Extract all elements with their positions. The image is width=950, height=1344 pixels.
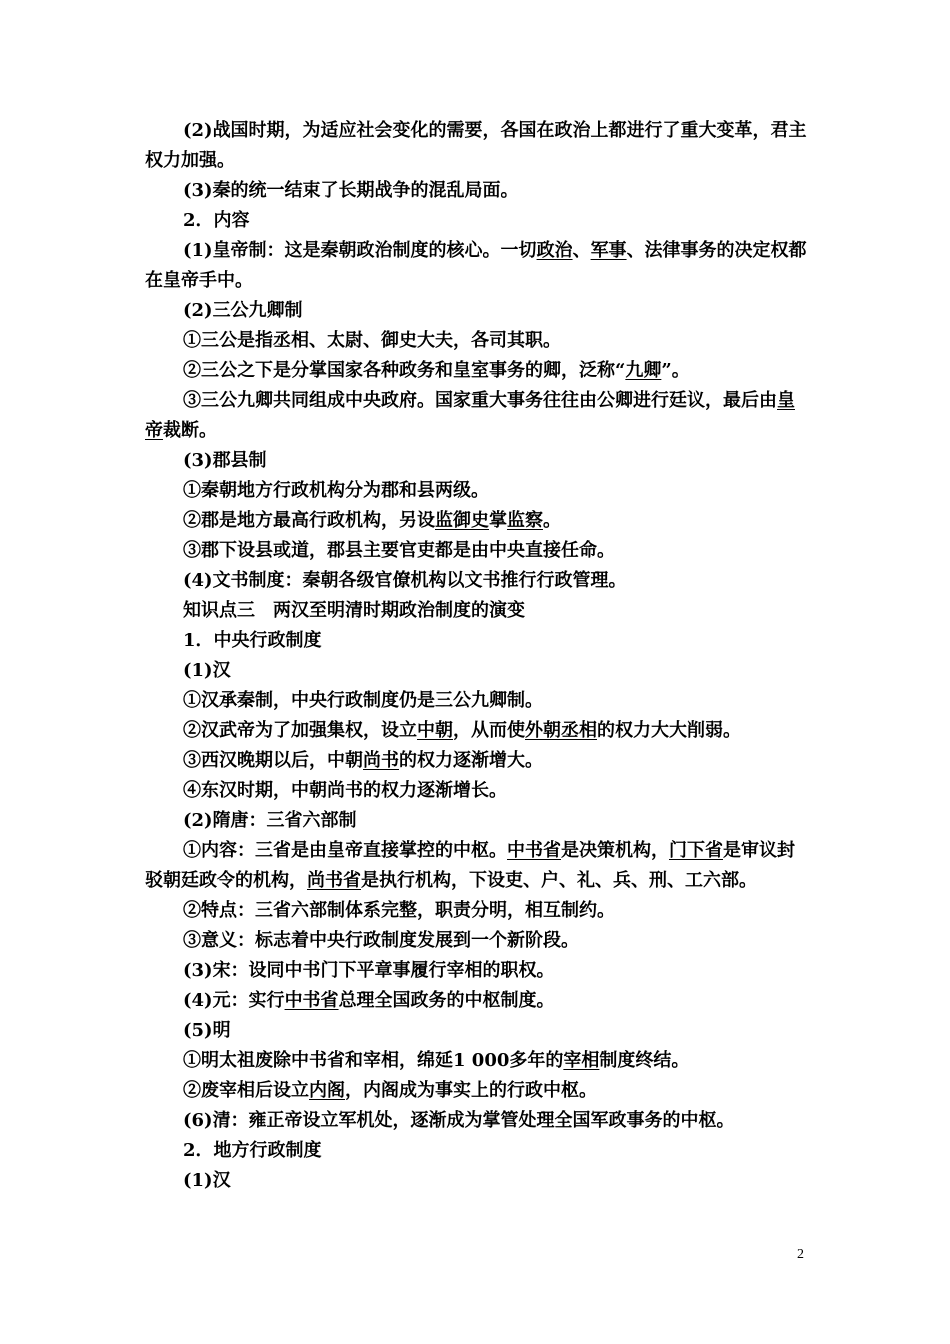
paragraph: (2)三公九卿制 bbox=[183, 300, 303, 321]
list-item: ①内容：三省是由皇帝直接掌控的中枢。中书省是决策机构，门下省是审议封驳朝廷政令的机构，尚书省是执行机构，下设吏、户、礼、兵、刑、工六部。 bbox=[145, 840, 795, 891]
list-item: ①明太祖废除中书省和宰相，绵延1 000多年的宰相制度终结。 bbox=[183, 1050, 690, 1071]
paragraph: (2)隋唐：三省六部制 bbox=[183, 810, 357, 831]
paragraph: (4)元：实行中书省总理全国政务的中枢制度。 bbox=[183, 990, 555, 1011]
underlined-term: 监察 bbox=[507, 510, 543, 531]
underlined-term: 中书省 bbox=[507, 840, 561, 861]
underlined-term: 内阁 bbox=[309, 1080, 345, 1101]
underlined-term: 尚书 bbox=[363, 750, 399, 771]
paragraph: (1)汉 bbox=[183, 1170, 231, 1191]
underlined-term: 九卿 bbox=[625, 360, 662, 381]
underlined-term: 中朝 bbox=[417, 720, 453, 741]
underlined-term: 尚书省 bbox=[307, 870, 361, 891]
paragraph: (3)宋：设同中书门下平章事履行宰相的职权。 bbox=[183, 960, 555, 981]
underlined-term: 中书省 bbox=[284, 990, 339, 1011]
paragraph: (1)汉 bbox=[183, 660, 231, 681]
underlined-term: 军事 bbox=[590, 240, 627, 261]
paragraph: (1)皇帝制：这是秦朝政治制度的核心。一切政治、军事、法律事务的决定权都在皇帝手中。 bbox=[145, 240, 807, 291]
list-item: ②汉武帝为了加强集权，设立中朝，从而使外朝丞相的权力大大削弱。 bbox=[183, 720, 741, 741]
list-item: ②特点：三省六部制体系完整，职责分明，相互制约。 bbox=[183, 900, 615, 921]
list-item: ①汉承秦制，中央行政制度仍是三公九卿制。 bbox=[183, 690, 543, 711]
paragraph: (5)明 bbox=[183, 1020, 231, 1041]
section-heading: 2．地方行政制度 bbox=[183, 1140, 322, 1161]
list-item: ③郡下设县或道，郡县主要官吏都是由中央直接任命。 bbox=[183, 540, 615, 561]
underlined-term: 外朝丞相 bbox=[525, 720, 597, 741]
underlined-term: 政治 bbox=[536, 240, 573, 261]
list-item: ③意义：标志着中央行政制度发展到一个新阶段。 bbox=[183, 930, 579, 951]
paragraph: (2)战国时期，为适应社会变化的需要，各国在政治上都进行了重大变革，君主权力加强。 bbox=[145, 120, 807, 171]
section-heading: 2．内容 bbox=[183, 210, 250, 231]
list-item: ②废宰相后设立内阁，内阁成为事实上的行政中枢。 bbox=[183, 1080, 597, 1101]
section-heading: 知识点三 两汉至明清时期政治制度的演变 bbox=[183, 600, 525, 621]
paragraph: (3)秦的统一结束了长期战争的混乱局面。 bbox=[183, 180, 519, 201]
underlined-term: 皇帝 bbox=[145, 390, 795, 441]
list-item: ②郡是地方最高行政机构，另设监御史掌监察。 bbox=[183, 510, 561, 531]
paragraph: (6)清：雍正帝设立军机处，逐渐成为掌管处理全国军政事务的中枢。 bbox=[183, 1110, 735, 1131]
list-item: ①三公是指丞相、太尉、御史大夫，各司其职。 bbox=[183, 330, 561, 351]
list-item: ③三公九卿共同组成中央政府。国家重大事务往往由公卿进行廷议，最后由皇帝裁断。 bbox=[145, 390, 795, 441]
underlined-term: 监御史 bbox=[435, 510, 489, 531]
list-item: ③西汉晚期以后，中朝尚书的权力逐渐增大。 bbox=[183, 750, 543, 771]
list-item: ④东汉时期，中朝尚书的权力逐渐增长。 bbox=[183, 780, 507, 801]
paragraph: (4)文书制度：秦朝各级官僚机构以文书推行行政管理。 bbox=[183, 570, 627, 591]
paragraph: (3)郡县制 bbox=[183, 450, 267, 471]
underlined-term: 门下省 bbox=[669, 840, 723, 861]
document-body bbox=[145, 116, 810, 1196]
page-number: 2 bbox=[797, 1247, 804, 1262]
underlined-term: 宰相 bbox=[563, 1050, 600, 1071]
section-heading: 1．中央行政制度 bbox=[183, 630, 322, 651]
list-item: ①秦朝地方行政机构分为郡和县两级。 bbox=[183, 480, 489, 501]
list-item: ②三公之下是分掌国家各种政务和皇室事务的卿，泛称“九卿”。 bbox=[183, 360, 690, 381]
